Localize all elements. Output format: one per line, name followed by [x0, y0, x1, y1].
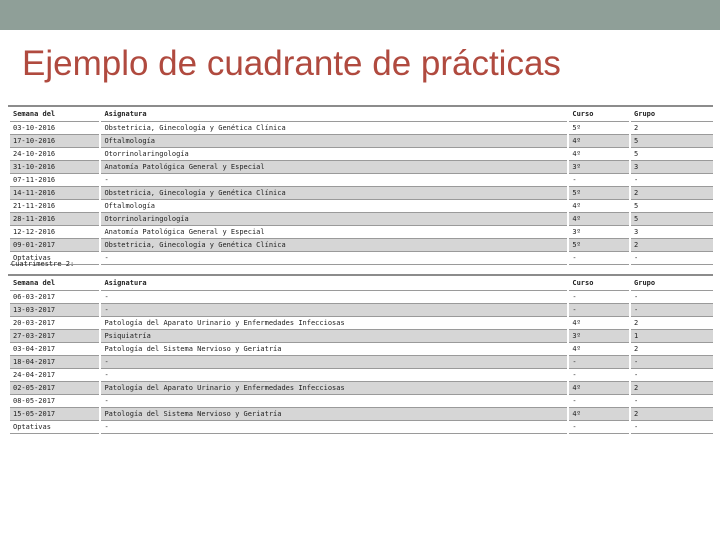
header-curso: Curso — [568, 275, 630, 291]
table-row — [9, 369, 713, 382]
cell-grupo: 3 — [630, 161, 713, 174]
cell-semana: 07-11-2016 — [9, 174, 100, 187]
cell-grupo: - — [630, 395, 713, 408]
table-row — [9, 187, 713, 200]
header-curso: Curso — [568, 106, 630, 122]
table-row — [9, 226, 713, 239]
cell-asignatura: Patología del Aparato Urinario y Enfermedades Infecciosas — [100, 382, 568, 395]
table-row — [9, 317, 713, 330]
cell-asignatura: Patología del Sistema Nervioso y Geriatría — [100, 408, 568, 421]
cell-semana: 21-11-2016 — [9, 200, 100, 213]
cell-curso: 4º — [568, 148, 630, 161]
cell-semana: 08-05-2017 — [9, 395, 100, 408]
cell-curso: - — [568, 174, 630, 187]
cell-semana: Optativas — [9, 252, 100, 265]
cell-semana: 06-03-2017 — [9, 291, 100, 304]
cell-grupo: - — [630, 421, 713, 434]
cell-semana: 14-11-2016 — [9, 187, 100, 200]
schedule-table-cuatrimestre-1 — [8, 105, 713, 265]
cell-grupo: - — [630, 369, 713, 382]
top-accent-bar — [0, 0, 720, 30]
cell-asignatura: Anatomía Patológica General y Especial — [100, 161, 568, 174]
cell-grupo: - — [630, 291, 713, 304]
cell-semana: 24-04-2017 — [9, 369, 100, 382]
table-row — [9, 330, 713, 343]
cell-curso: 3º — [568, 161, 630, 174]
cell-asignatura: Otorrinolaringología — [100, 148, 568, 161]
cell-semana: 18-04-2017 — [9, 356, 100, 369]
cell-curso: 5º — [568, 239, 630, 252]
table-row — [9, 421, 713, 434]
cell-grupo: - — [630, 304, 713, 317]
cell-asignatura: - — [100, 421, 568, 434]
cell-asignatura: Oftalmología — [100, 200, 568, 213]
cell-semana: 17-10-2016 — [9, 135, 100, 148]
header-semana: Semana del — [9, 275, 100, 291]
cell-semana: 15-05-2017 — [9, 408, 100, 421]
cell-asignatura: Anatomía Patológica General y Especial — [100, 226, 568, 239]
table-row — [9, 200, 713, 213]
header-semana: Semana del — [9, 106, 100, 122]
cell-asignatura: - — [100, 252, 568, 265]
cell-curso: - — [568, 304, 630, 317]
cell-grupo: 1 — [630, 330, 713, 343]
cell-grupo: 5 — [630, 213, 713, 226]
table-row — [9, 122, 713, 135]
schedule-table-cuatrimestre-2 — [8, 274, 713, 434]
cell-semana: 31-10-2016 — [9, 161, 100, 174]
cell-asignatura: Patología del Sistema Nervioso y Geriatría — [100, 343, 568, 356]
cell-asignatura: Psiquiatría — [100, 330, 568, 343]
cell-curso: - — [568, 421, 630, 434]
cell-grupo: - — [630, 356, 713, 369]
table-header-row — [9, 106, 713, 122]
cell-asignatura: Obstetricia, Ginecología y Genética Clínica — [100, 187, 568, 200]
cell-asignatura: Patología del Aparato Urinario y Enfermedades Infecciosas — [100, 317, 568, 330]
table-row — [9, 304, 713, 317]
table-row — [9, 395, 713, 408]
table-row — [9, 135, 713, 148]
table-row — [9, 252, 713, 265]
cell-asignatura: - — [100, 291, 568, 304]
header-asignatura: Asignatura — [100, 106, 568, 122]
cell-semana: 24-10-2016 — [9, 148, 100, 161]
cell-grupo: 5 — [630, 135, 713, 148]
cell-grupo: 2 — [630, 317, 713, 330]
cell-asignatura: - — [100, 395, 568, 408]
cell-asignatura: Otorrinolaringología — [100, 213, 568, 226]
cell-curso: 4º — [568, 382, 630, 395]
cell-curso: - — [568, 356, 630, 369]
table-row — [9, 356, 713, 369]
cell-asignatura: Obstetricia, Ginecología y Genética Clínica — [100, 239, 568, 252]
cell-grupo: 2 — [630, 187, 713, 200]
cell-curso: 5º — [568, 187, 630, 200]
cell-semana: 27-03-2017 — [9, 330, 100, 343]
cell-semana: 28-11-2016 — [9, 213, 100, 226]
cell-curso: - — [568, 252, 630, 265]
cell-grupo: 2 — [630, 239, 713, 252]
table-row — [9, 239, 713, 252]
table-row — [9, 213, 713, 226]
table-row — [9, 408, 713, 421]
cell-curso: - — [568, 369, 630, 382]
table-row — [9, 174, 713, 187]
cell-semana: 20-03-2017 — [9, 317, 100, 330]
cell-grupo: 2 — [630, 343, 713, 356]
cell-semana: 02-05-2017 — [9, 382, 100, 395]
cell-curso: 4º — [568, 213, 630, 226]
cell-curso: - — [568, 395, 630, 408]
cell-grupo: - — [630, 252, 713, 265]
cell-grupo: 2 — [630, 122, 713, 135]
cell-asignatura: Obstetricia, Ginecología y Genética Clínica — [100, 122, 568, 135]
header-asignatura: Asignatura — [100, 275, 568, 291]
table-row — [9, 382, 713, 395]
cell-semana: Optativas — [9, 421, 100, 434]
cell-grupo: 3 — [630, 226, 713, 239]
table-row — [9, 161, 713, 174]
header-grupo: Grupo — [630, 106, 713, 122]
cell-curso: - — [568, 291, 630, 304]
cell-curso: 4º — [568, 135, 630, 148]
cell-grupo: 5 — [630, 148, 713, 161]
table-header-row — [9, 275, 713, 291]
slide-title: Ejemplo de cuadrante de prácticas — [22, 44, 561, 83]
table-row — [9, 148, 713, 161]
cell-curso: 4º — [568, 200, 630, 213]
cell-curso: 3º — [568, 226, 630, 239]
cell-semana: 03-04-2017 — [9, 343, 100, 356]
cell-asignatura: Oftalmología — [100, 135, 568, 148]
cell-semana: 03-10-2016 — [9, 122, 100, 135]
cell-asignatura: - — [100, 356, 568, 369]
cell-curso: 4º — [568, 343, 630, 356]
header-grupo: Grupo — [630, 275, 713, 291]
cell-curso: 4º — [568, 317, 630, 330]
table-row — [9, 343, 713, 356]
cell-grupo: - — [630, 174, 713, 187]
cell-asignatura: - — [100, 369, 568, 382]
cell-curso: 5º — [568, 122, 630, 135]
cell-grupo: 2 — [630, 382, 713, 395]
cell-curso: 3º — [568, 330, 630, 343]
cell-curso: 4º — [568, 408, 630, 421]
cell-asignatura: - — [100, 174, 568, 187]
cell-asignatura: - — [100, 304, 568, 317]
cell-grupo: 5 — [630, 200, 713, 213]
cell-semana: 13-03-2017 — [9, 304, 100, 317]
cuatrimestre-2-label: Cuatrimestre 2: — [11, 260, 75, 268]
cell-semana: 09-01-2017 — [9, 239, 100, 252]
table-row — [9, 291, 713, 304]
cell-grupo: 2 — [630, 408, 713, 421]
cell-semana: 12-12-2016 — [9, 226, 100, 239]
